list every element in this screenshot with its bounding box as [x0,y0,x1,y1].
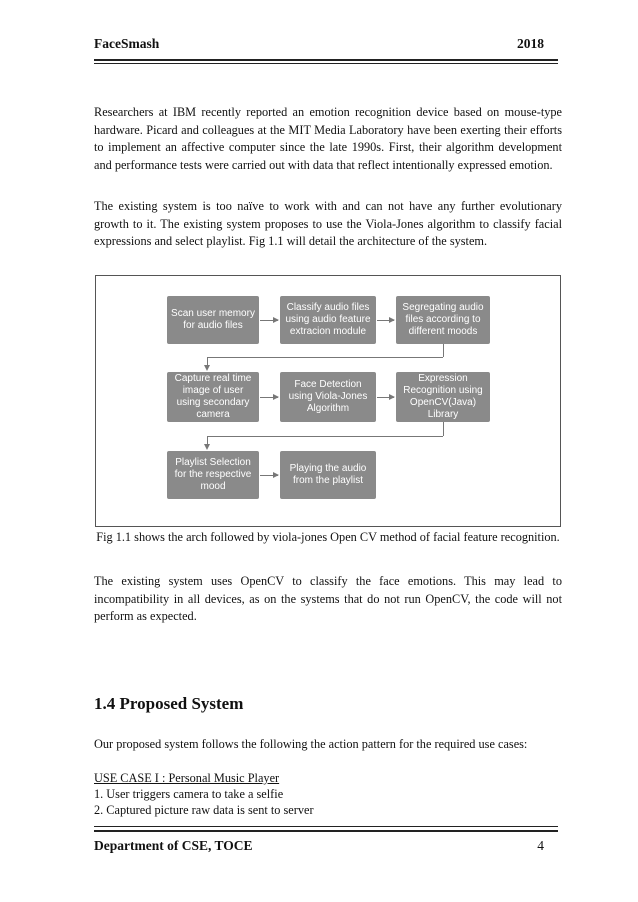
box-scan-memory: Scan user memory for audio files [167,296,259,344]
arrow-right [260,475,278,476]
connector-line [207,436,443,437]
box-expression-recognition: Expression Recognition using OpenCV(Java) Library [396,372,490,422]
section-intro: Our proposed system follows the following the action pattern for the required use cases: [94,737,528,751]
box-capture-image: Capture real time image of user using secondary camera [167,372,259,422]
connector-line [443,422,444,436]
footer-rule [94,830,558,832]
use-case-step: 2. Captured picture raw data is sent to server [94,803,314,817]
header-rule-thin [94,63,558,64]
arrow-down [204,444,210,450]
section-heading: 1.4 Proposed System [94,694,244,713]
header-rule [94,59,558,61]
box-playlist-selection: Playlist Selection for the respective mood [167,451,259,499]
connector-line [443,344,444,357]
page-number: 4 [537,838,544,853]
footer-rule-thin [94,826,558,827]
arrow-right [260,320,278,321]
arrow-right [377,397,394,398]
box-face-detection: Face Detection using Viola-Jones Algorithm [280,372,376,422]
header-title: FaceSmash [94,36,160,51]
connector-line [207,357,208,365]
connector-line [207,357,443,358]
connector-line [207,436,208,444]
arrow-right [377,320,394,321]
figure-caption: Fig 1.1 shows the arch followed by viola-jones Open CV method of facial feature recognition. [96,530,560,544]
paragraph-ibm-research: Researchers at IBM recently reported an emotion recognition device based on mouse-type hardware. Picard and colleagues at the MIT Media Laboratory have been exerting their efforts to implement an affective computer since the late 1990s. First, their algorithm development and performance tests were carried out with data that reflect intentionally expressed emotion. [94,105,562,172]
arrow-right [260,397,278,398]
architecture-figure [95,275,561,527]
box-play-audio: Playing the audio from the playlist [280,451,376,499]
arrow-down [204,365,210,371]
use-case-step: 1. User triggers camera to take a selfie [94,787,284,801]
use-case-title: USE CASE I : Personal Music Player [94,771,280,785]
box-segregate-audio: Segregating audio files according to different moods [396,296,490,344]
paragraph-existing-system: The existing system is too naïve to work with and can not have any further evolutionary growth to it. The existing system proposes to use the Viola-Jones algorithm to classify facial expressions and select playlist. Fig 1.1 will detail the architecture of the system. [94,199,562,249]
page-header [94,36,544,56]
header-year: 2018 [517,36,544,51]
footer-department: Department of CSE, TOCE [94,838,253,853]
paragraph-opencv: The existing system uses OpenCV to classify the face emotions. This may lead to incompatibility in all devices, as on the systems that do not run OpenCV, the code will not perform as expected. [94,574,562,624]
box-classify-audio: Classify audio files using audio feature extracion module [280,296,376,344]
